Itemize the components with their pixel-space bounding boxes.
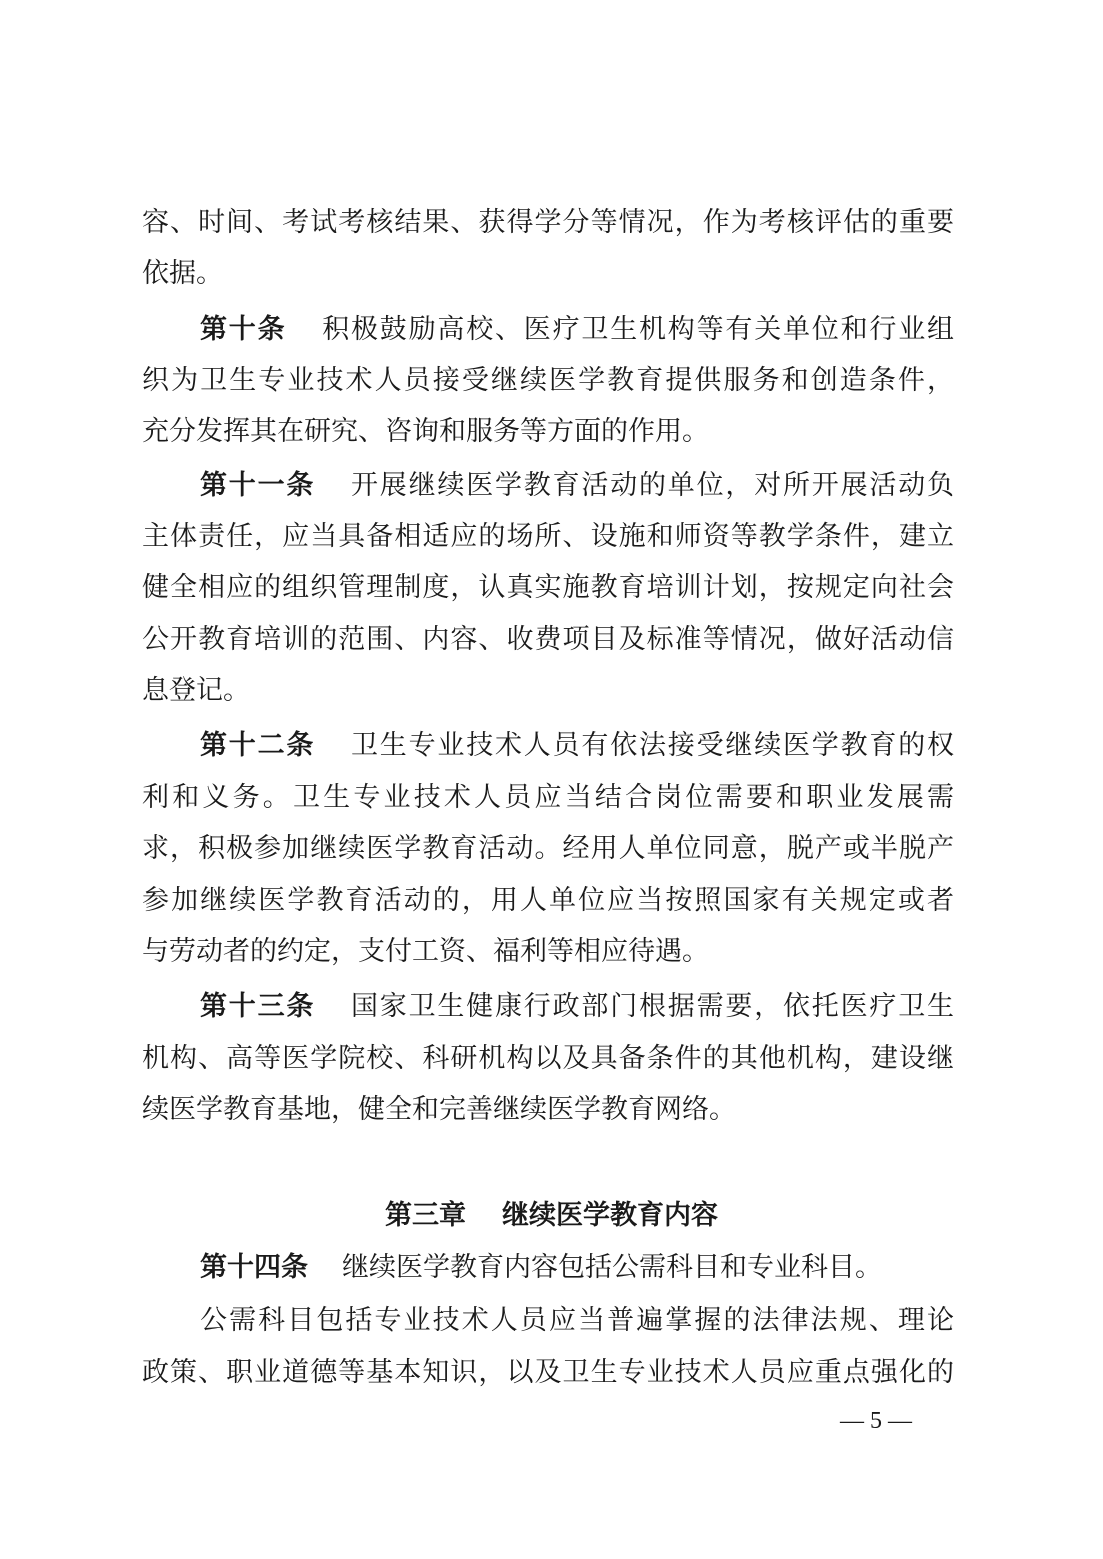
- text-line: 求，积极参加继续医学教育活动。经用人单位同意，脱产或半脱产: [142, 833, 954, 864]
- text-line: 主体责任，应当具备相适应的场所、设施和师资等教学条件，建立: [142, 521, 954, 552]
- text-line: 容、时间、考试考核结果、获得学分等情况，作为考核评估的重要: [142, 207, 954, 238]
- article-number: 第十条: [200, 314, 287, 345]
- text-span: 积极鼓励高校、医疗卫生机构等有关单位和行业组: [320, 314, 955, 345]
- text-line: 参加继续医学教育活动的，用人单位应当按照国家有关规定或者: [142, 885, 954, 916]
- article-11-line: [200, 466, 954, 506]
- text-line: 续医学教育基地，健全和完善继续医学教育网络。: [142, 1094, 736, 1125]
- article-number: 第十一条: [200, 470, 316, 501]
- article-13-line: [200, 987, 954, 1027]
- chapter-heading: [0, 1196, 1103, 1236]
- text-line: 政策、职业道德等基本知识，以及卫生专业技术人员应重点强化的: [142, 1357, 954, 1388]
- text-line: 与劳动者的约定，支付工资、福利等相应待遇。: [142, 936, 709, 967]
- article-number: 第十二条: [200, 730, 316, 761]
- text-span: 继续医学教育内容包括公需科目和专业科目。: [342, 1252, 882, 1283]
- chapter-number: 第三章: [385, 1200, 466, 1231]
- chapter-title: 继续医学教育内容: [502, 1200, 718, 1231]
- article-10-line: [200, 310, 954, 350]
- article-number: 第十三条: [200, 991, 316, 1022]
- text-line: 依据。: [142, 258, 223, 289]
- text-line: 公需科目包括专业技术人员应当普遍掌握的法律法规、理论: [200, 1305, 954, 1336]
- article-12-line: [200, 726, 954, 766]
- article-14-line: [200, 1248, 954, 1288]
- text-span: 开展继续医学教育活动的单位，对所开展活动负: [349, 470, 955, 501]
- text-line: 利和义务。卫生专业技术人员应当结合岗位需要和职业发展需: [142, 782, 954, 813]
- text-line: 息登记。: [142, 675, 250, 706]
- text-line: 充分发挥其在研究、咨询和服务等方面的作用。: [142, 416, 709, 447]
- text-line: 织为卫生专业技术人员接受继续医学教育提供服务和创造条件，: [142, 365, 954, 396]
- text-line: 机构、高等医学院校、科研机构以及具备条件的其他机构，建设继: [142, 1043, 954, 1074]
- text-line: 公开教育培训的范围、内容、收费项目及标准等情况，做好活动信: [142, 624, 954, 655]
- page-number: — 5 —: [840, 1408, 912, 1434]
- text-span: 国家卫生健康行政部门根据需要，依托医疗卫生: [349, 991, 955, 1022]
- text-line: 健全相应的组织管理制度，认真实施教育培训计划，按规定向社会: [142, 572, 954, 603]
- text-span: 卫生专业技术人员有依法接受继续医学教育的权: [349, 730, 955, 761]
- article-number: 第十四条: [200, 1252, 308, 1283]
